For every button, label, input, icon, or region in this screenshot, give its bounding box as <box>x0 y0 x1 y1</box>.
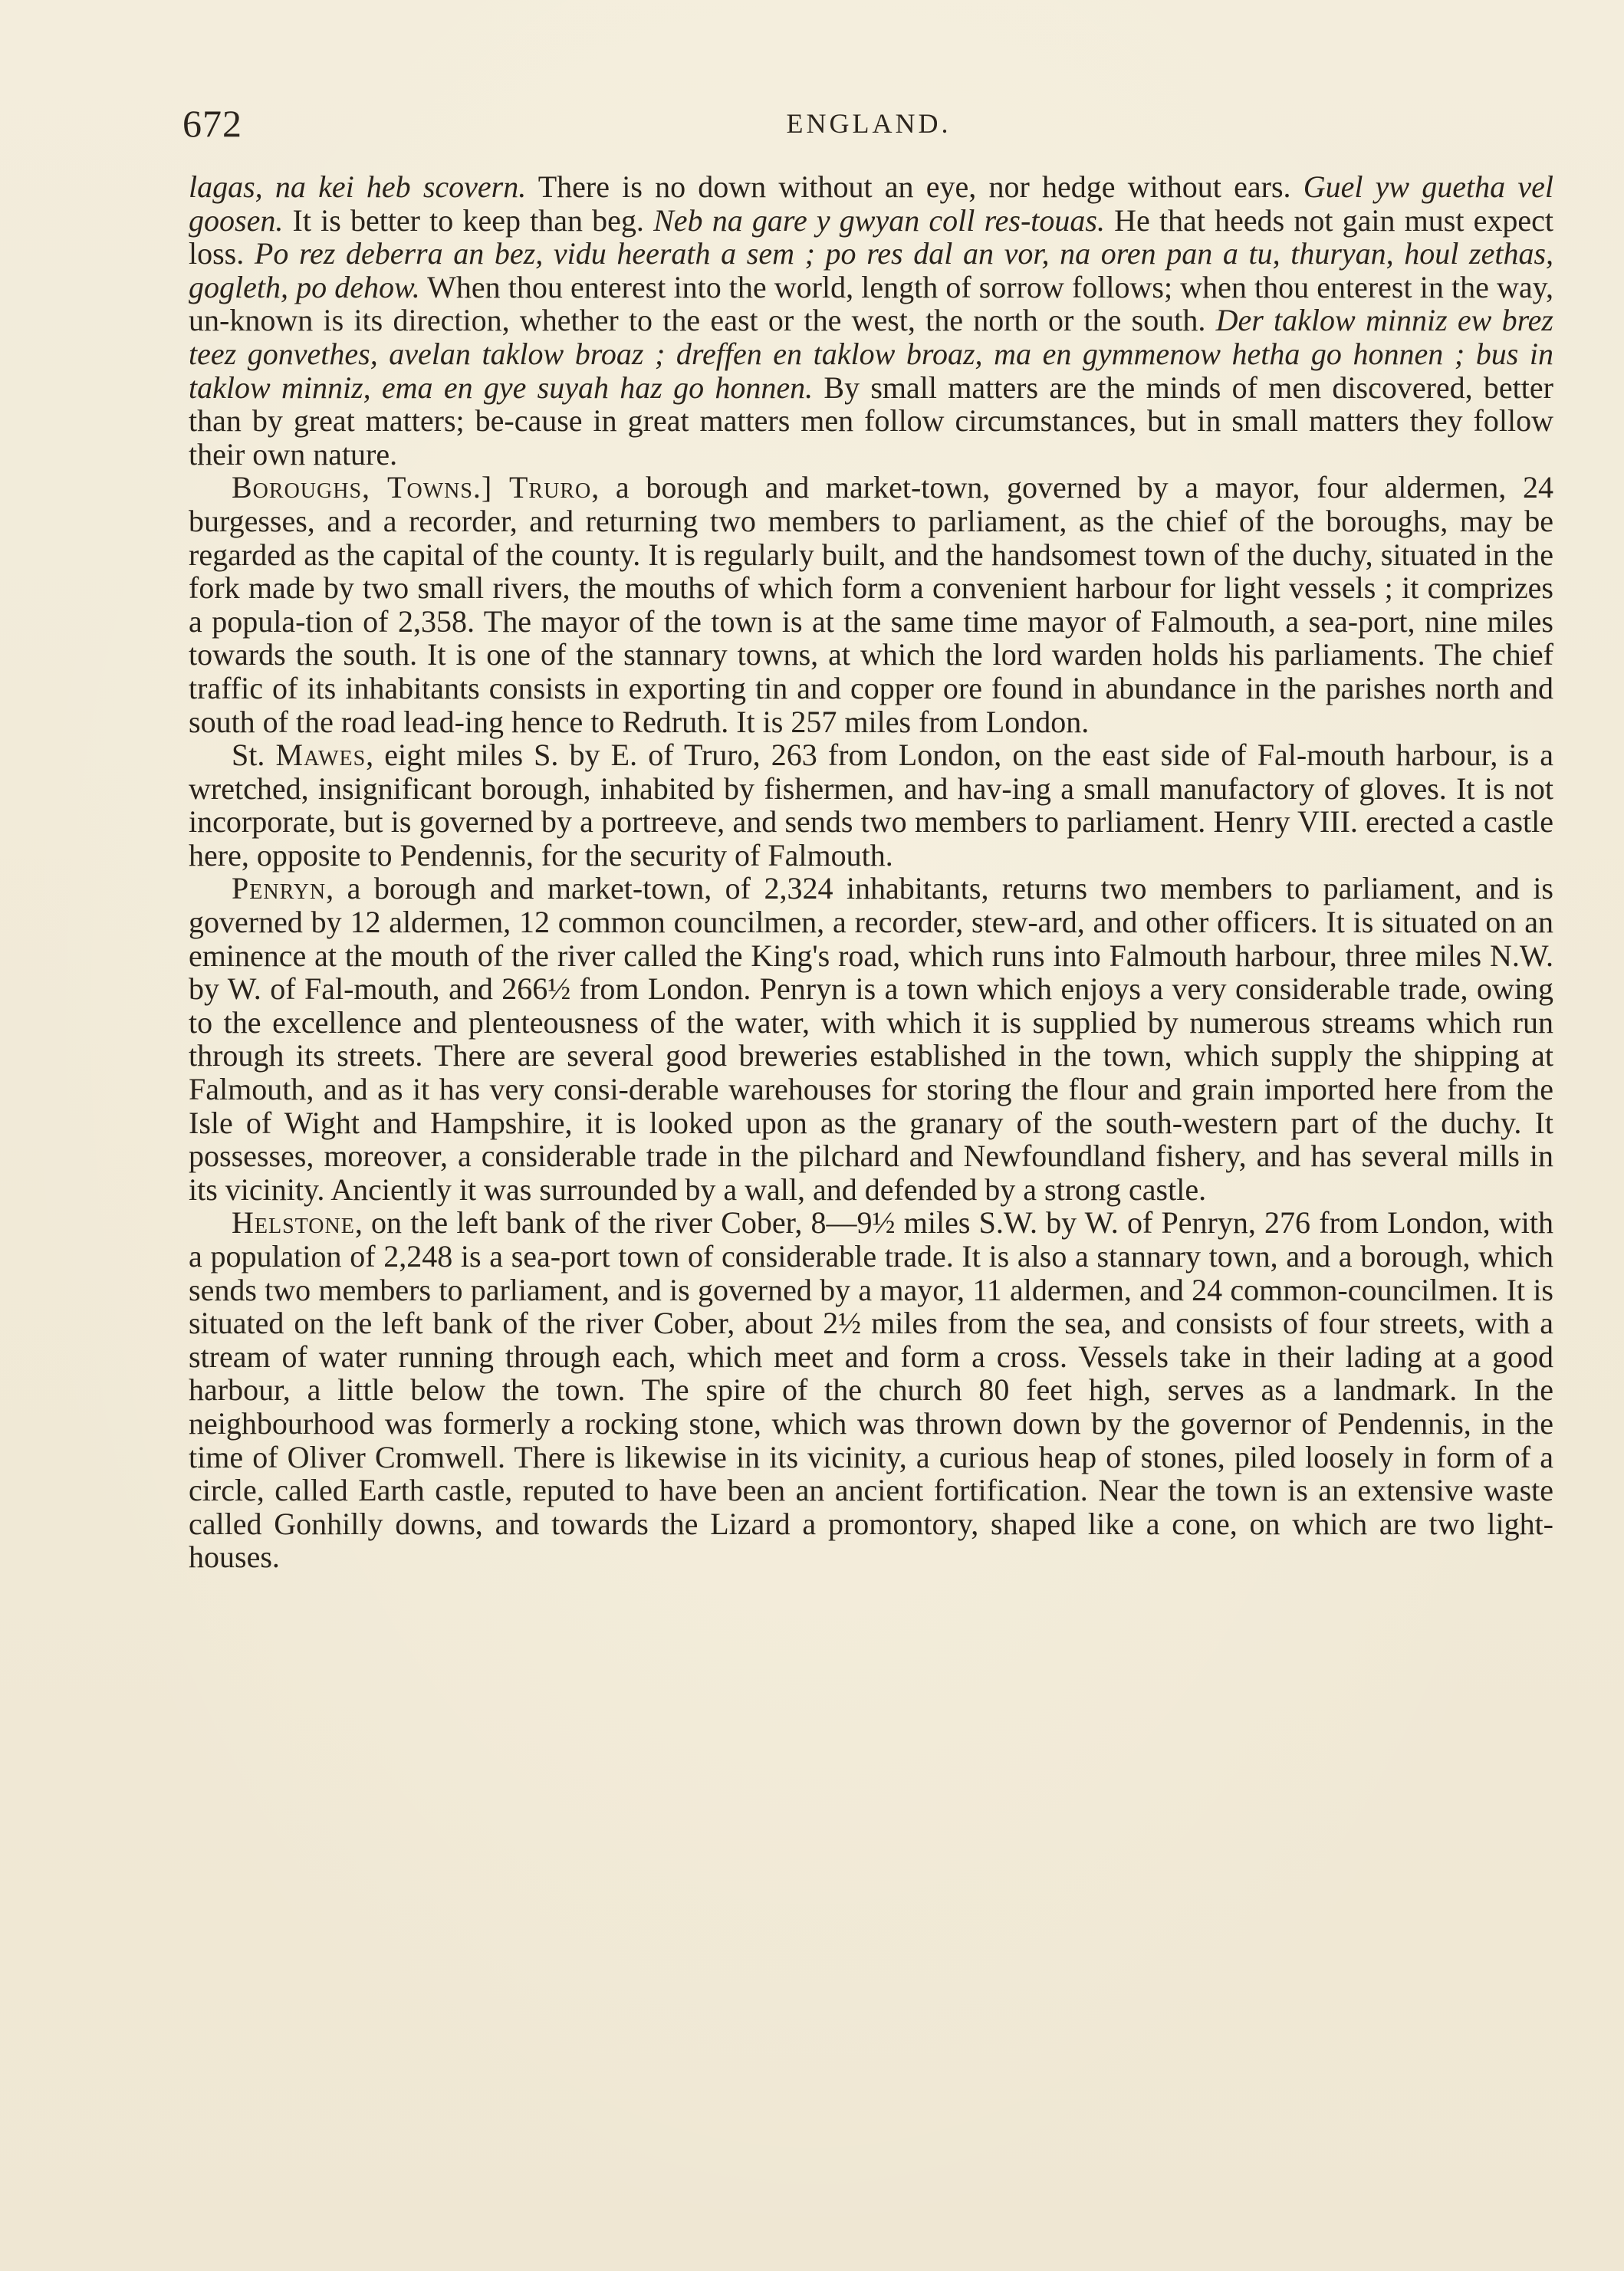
text-run: When thou enterest into the world, length of sorrow follows; when thou enterest in the way, un-known is its direction, whether to the east or the west, the north or the south. <box>189 269 1553 338</box>
text-run <box>492 470 509 504</box>
cornish-text: Neb na gare y gwyan coll res-touas. <box>653 202 1105 238</box>
place-heading: Helstone <box>232 1205 355 1241</box>
text-run: By small matters are the minds of men discovered, better than by great matters; be-cause in great matters men follow circumstances, but in small matters they follow their own nature. <box>189 370 1553 472</box>
cornish-text: Po rez deberra an bez, vidu heerath a sem ; po res dal an vor, na oren pan a tu, thuryan, houl zethas, gogleth, po dehow. <box>189 236 1554 304</box>
cornish-text: lagas, na kei heb scovern. <box>189 169 527 204</box>
cornish-text: Der taklow minniz ew brez teez gonvethes, avelan taklow broaz ; dreffen en taklow broaz, ma en gymmenow hetha go honnen ; bus in taklow minniz, ema en gye suyah haz go honnen. <box>189 303 1553 405</box>
text-run: , on the left bank of the river Cober, 8—9½ miles S.W. by W. of Penryn, 276 from London, with a population of 2,248 is a sea-port town of considerable trade. It is also a stannary town, and a borough, which sends two members to parliament, and is governed by a mayor, 11 aldermen, and 24 common-councilmen. It is situated on the left bank of the river Cober, about 2½ miles from the sea, and consists of four streets, with a stream of water running through each, which meet and form a cross. Vessels take in their lading at a good harbour, a little below the town. The spire of the church 80 feet high, serves as a landmark. In the neighbourhood was formerly a rocking stone, which was thrown down by the governor of Pendennis, in the time of Oliver Cromwell. There is likewise in its vicinity, a curious heap of stones, piled loosely in form of a circle, called Earth castle, reputed to have been an ancient fortification. Near the town is an extensive waste called Gonhilly downs, and towards the Lizard a promontory, shaped like a cone, on which are two light-houses. <box>189 1205 1553 1575</box>
text-run: He that heeds not gain must expect loss. <box>189 202 1554 271</box>
paragraph-truro <box>189 471 1553 738</box>
text-run: , eight miles S. by E. of Truro, 263 from London, on the east side of Fal-mouth harbour, is a wretched, insignificant borough, inhabited by fishermen, and hav-ing a small manufactory of gloves. It is not incorporate, but is governed by a portreeve, and sends two members to parliament. Henry VIII. erected a castle here, opposite to Pendennis, for the security of Falmouth. <box>189 738 1554 873</box>
place-heading: Boroughs, Towns.] <box>232 470 493 505</box>
text-run: There is no down without an eye, nor hedge without ears. <box>526 169 1303 204</box>
paragraph-cornish-proverbs <box>189 170 1553 471</box>
place-heading: Penryn <box>232 871 327 906</box>
text-run: , a borough and market-town, of 2,324 inhabitants, returns two members to parliament, and is governed by 12 aldermen, 12 common councilmen, a recorder, stew-ard, and other officers. It is situated on an eminence at the mouth of the river called the King's road, which runs into Falmouth harbour, three miles N.W. by W. of Fal-mouth, and 266½ from London. Penryn is a town which enjoys a very considerable trade, owing to the excellence and plenteousness of the water, with which it is supplied by numerous streams which run through its streets. There are several good breweries established in the town, which supply the shipping at Falmouth, and as it has very consi-derable warehouses for storing the flour and grain imported here from the Isle of Wight and Hampshire, it is looked upon as the granary of the south-western part of the duchy. It possesses, moreover, a considerable trade in the pilchard and Newfoundland fishery, and has several mills in its vicinity. Anciently it was surrounded by a wall, and defended by a strong castle. <box>189 871 1553 1207</box>
text-run: , a borough and market-town, governed by a mayor, four aldermen, 24 burgesses, and a recorder, and returning two members to parliament, as the chief of the boroughs, may be regarded as the capital of the county. It is regularly built, and the handsomest town of the duchy, situated in the fork made by two small rivers, the mouths of which form a convenient harbour for light vessels ; it comprizes a popula-tion of 2,358. The mayor of the town is at the same time mayor of Falmouth, a sea-port, nine miles towards the south. It is one of the stannary towns, at which the lord warden holds his parliaments. The chief traffic of its inhabitants consists in exporting tin and copper ore found in abundance in the parishes north and south of the road lead-ing hence to Redruth. It is 257 miles from London. <box>189 470 1553 739</box>
running-title: ENGLAND. <box>786 108 952 139</box>
paragraph-penryn <box>189 872 1553 1206</box>
place-heading: Truro <box>508 470 592 505</box>
text-run: St. <box>232 738 276 773</box>
cornish-text: Guel yw guetha vel goosen. <box>189 169 1553 238</box>
text-run: It is better to keep than beg. <box>283 202 654 238</box>
paragraph-helstone <box>189 1206 1553 1574</box>
place-heading: Mawes <box>275 738 367 773</box>
body-text <box>189 170 1553 1574</box>
paragraph-st-mawes <box>189 738 1553 872</box>
page-header <box>182 101 1555 147</box>
page-number: 672 <box>182 102 242 145</box>
